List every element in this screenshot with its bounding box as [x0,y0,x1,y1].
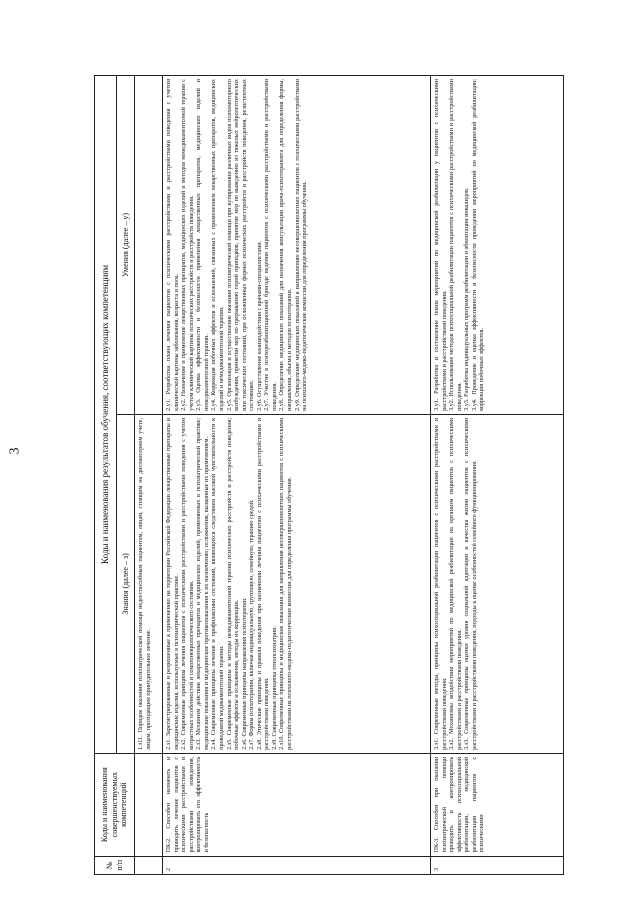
znaniya-item: 2.з1. Зарегистрированные и разрешенные к применению на территории Российской Федерации лекарственные препараты и медицинские изделия, используемые в психиатрической практике. [165,417,180,750]
znaniya-item: 2.з3. Механизм действия лекарственных препаратов и медицинских изделий, применяемых в психиатрической практике; медицинские показания и медицинские противопоказания к их назначению; осложнения, вызванные их применением. [195,417,210,750]
row-num: 2 [163,856,431,874]
row-umeniya [431,76,564,415]
header-umeniya: Умения (далее – у) [117,76,135,415]
znaniya-item: 3.з1. Современные методы, принципы психосоциальной реабилитации пациентов с психическими расстройствами и расстройствами поведения. [433,417,448,750]
znaniya-item: 3.з3. Современные принципы оценки уровня социальной адаптации и качества жизни пациентов с психическими расстройствами и расстройствами поведения, подходы к оценке особенностей семейного функционирования. [463,417,478,750]
umeniya-item: 2.у7. Участие в психореабилитационной бригаде ведения пациентов с психическими расстройствами и расстройствами поведения. [263,79,278,411]
row-umeniya [135,76,163,415]
umeniya-item: 2.у5. Организация и осуществление оказания психиатрической помощи при купировании различных видов психомоторного возбуждения, принятии мер по прерыванию серий припадков, принятие мер по выведению из тяжелых нейролептических или токсических состояний, при осложненных формах психических расстройств и расстройств поведения, резистентных состояниях. [225,79,256,411]
znaniya-item: 2.з2. Современные принципы лечения пациентов с психическими расстройствами и расстройствами поведения с учетом возрастных особенностей и соматоневрологического состояния. [180,417,195,750]
znaniya-item: 3.з2. Механизмы воздействия мероприятий по медицинской реабилитации на организм пациентов с психическими расстройствами и расстройствами поведения. [448,417,463,750]
umeniya-item: 3.у3. Разработка индивидуальных программ реабилитации и абилитации инвалидов. [463,187,471,411]
competence-results-table [94,75,564,875]
znaniya-item: 2.з4. Современные принципы лечения и профилактики состояний, являющихся следствием высокой чувствительности к проводимой медикаментозной терапии. [210,417,225,750]
znaniya-item: 2.з5. Современные принципы и методы немедикаментозной терапии психических расстройств и расстройств поведения; побочные эффекты и осложнения, методы их коррекции. [225,417,241,750]
umeniya-item: 2.у4. Коррекция побочных эффектов и осложнений, связанных с применением лекарственных препаратов, медицинских изделий и немедикаментозной терапии. [210,79,225,411]
umeniya-item: 2.у6. Осуществление взаимодействия с врачами-специалистами. [255,240,263,411]
row-num: 3 [431,856,564,874]
znaniya-item: 1.з11. Порядок оказания психиатрической помощи недееспособным пациентам, лицам, стоящим на диспансерном учете, лицам, проходящим принудительное лечение. [137,417,152,750]
table-row [135,76,163,875]
table-row [163,76,431,875]
umeniya-item: 3.у1. Разработка и составление плана мероприятий по медицинской реабилитации у пациентов с психическими расстройствами и расстройствами поведения. [433,79,448,411]
umeniya-item: 2.у8. Определение медицинских показаний для назначения консультации врача-психотерапевта для определения формы, направления, объема и методов психотерапии. [278,79,293,411]
competence-table-sheet [94,75,564,875]
umeniya-item: 3.у4. Проведение и оценка эффективности и безопасности проведения мероприятий по медицинской реабилитации; коррекция побочных эффектов. [470,79,486,411]
header-competence: Коды и наименования совершенствуемых компетенций [95,753,135,856]
header-num: № п/п [95,856,135,874]
znaniya-item: 2.з7. Формы психотерапии, включая индивидуальную, групповую, семейную, терапию средой. [248,499,256,750]
row-competence: ПК-3. Способен при оказании психиатрической помощи проводить и контролировать эффективность психосоциальной реабилитации, медицинской реабилитации пациентов с психическими [431,753,564,856]
row-umeniya [163,76,431,415]
row-competence: ПК-2. Способен назначать и проводить лечение пациентов с психическими расстройствами и расстройствами поведения, контролировать его эффективность и безопасность [163,753,431,856]
table-row [431,76,564,875]
znaniya-item: 2.з6. Современные принципы направления психотерапии. [240,597,248,750]
umeniya-item: 3.у2. Использование методов психосоциальной реабилитации пациентов с психическими расстройствами и расстройствами поведения. [448,79,463,411]
umeniya-item: 2.у9. Определение медицинских показаний к направлению несовершеннолетних пациентов с психическими расстройствами на психолого-медико-педагогические комиссии для определения программы обучения. [293,79,309,411]
znaniya-item: 2.з8. Этические принципы и правила поведения при назначении лечения пациентам с психическими расстройствами и расстройствами поведения. [255,417,271,750]
znaniya-item: 2.з9. Современные принципы этнопсихиатрии. [270,626,278,750]
umeniya-item: 2.у2. Назначение и применение лекарственных препаратов, медицинских изделий и методов немедикаментозной терапии с учетом клинической картины психических расстройств и расстройств поведения. [180,79,195,411]
znaniya-item: 2.з10. Современные принципы и медицинские показания для направления несовершеннолетних пациентов с психическими расстройствами на психолого-медико-педагогические комиссии для определения программы обучения. [278,417,293,750]
umeniya-item: 2.у1. Разработка плана лечения пациентов с психическими расстройствами и расстройствами поведения с учетом клинической картины заболевания, возраста и пола. [165,79,180,411]
umeniya-item: 2.у3. Оценка эффективности и безопасности применения лекарственных препаратов, медицинских изделий и немедикаментозной терапии. [195,79,210,411]
header-results: Коды и наименования результатов обучения, соответствующих компетенциям [95,76,117,754]
page-number: 3 [7,447,23,455]
row-competence [135,753,163,856]
row-znaniya [135,414,163,753]
row-num [135,856,163,874]
header-znaniya: Знания (далее – з) [117,414,135,753]
row-znaniya [431,414,564,753]
row-znaniya [163,414,431,753]
